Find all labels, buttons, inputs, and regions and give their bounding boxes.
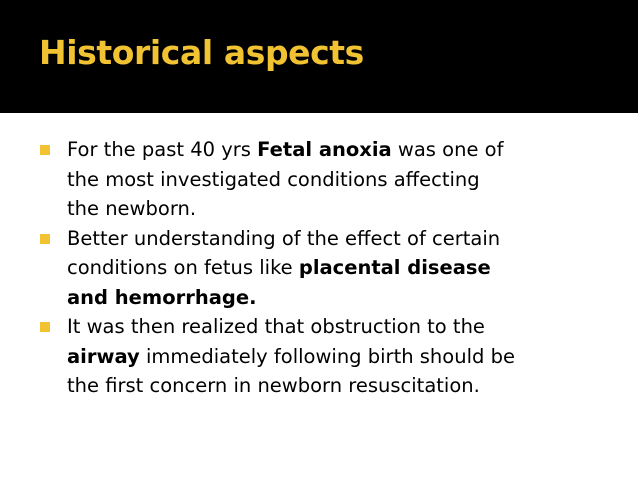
square-bullet-icon [40, 234, 50, 244]
bullet-highlight: Fetal anoxia [257, 138, 392, 161]
bullet-text: For the past 40 yrs [67, 138, 258, 161]
title-bar [0, 0, 638, 113]
bullet-text: Better understanding of the effect of certain [67, 226, 501, 250]
bullet-text: It was then realized that obstruction to the [67, 315, 485, 338]
bullet-line [67, 283, 600, 313]
square-bullet-icon [40, 145, 50, 155]
bullet-highlight: and hemorrhage. [67, 285, 257, 309]
bullet-highlight: placental disease [298, 256, 491, 279]
bullet-line [67, 342, 600, 372]
bullet-line [67, 312, 600, 342]
bullet-text: conditions on fetus like [67, 256, 299, 279]
bullet-item [0, 135, 638, 224]
bullet-text: the newborn. [67, 197, 197, 220]
bullet-line [67, 224, 600, 254]
slide-title: Historical aspects [39, 33, 364, 72]
bullet-line [67, 194, 600, 224]
bullet-text: was one of [391, 138, 504, 161]
bullet-text: the first concern in newborn resuscitation. [67, 374, 480, 397]
bullet-line [67, 165, 600, 195]
bullet-list [0, 135, 638, 401]
bullet-text: immediately following birth should be [139, 344, 515, 368]
square-bullet-icon [40, 322, 50, 332]
bullet-text: the most investigated conditions affecting [67, 167, 480, 191]
bullet-line [67, 371, 600, 401]
bullet-item [0, 224, 638, 313]
bullet-line [67, 253, 600, 283]
bullet-line [67, 135, 600, 165]
bullet-item [0, 312, 638, 401]
bullet-highlight: airway [67, 344, 140, 368]
